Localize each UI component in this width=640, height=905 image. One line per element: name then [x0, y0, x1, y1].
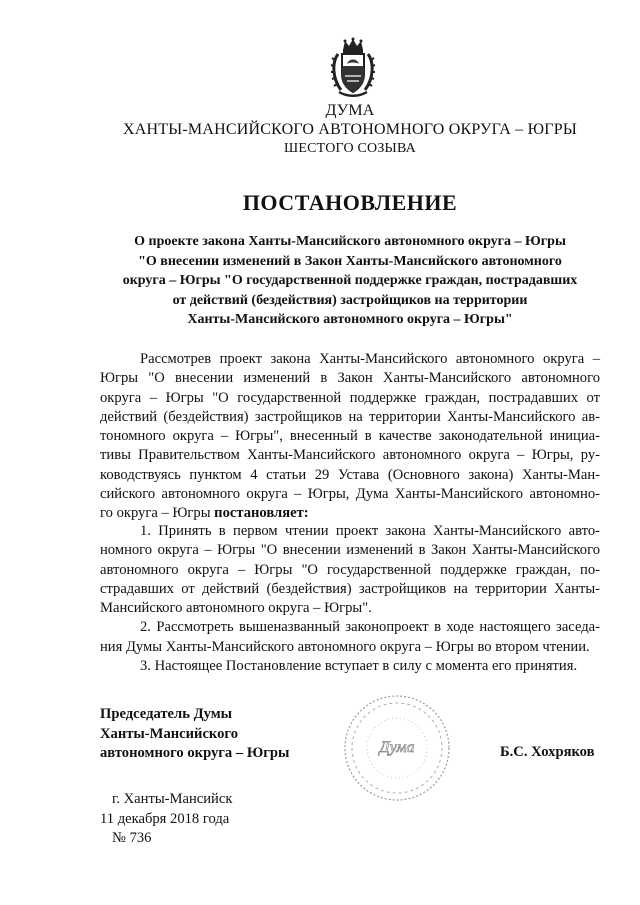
signatory-name: Б.С. Хохряков: [500, 744, 595, 760]
preamble-line: округа – Югры "О государственной поддержке граждан, пострадавших от: [100, 389, 600, 406]
document-number: № 736: [112, 830, 152, 846]
official-stamp: [338, 692, 456, 804]
preamble-line: Рассмотрев проект закона Ханты-Мансийского автономного округа –: [140, 351, 600, 367]
document-place: г. Ханты-Мансийск: [112, 791, 233, 807]
document-title-line: "О внесении изменений в Закон Ханты-Мансийского автономного: [138, 253, 562, 269]
item-line: 2. Рассмотреть вышеназванный законопроект в ходе настоящего заседа-: [140, 619, 600, 636]
org-name-region: ХАНТЫ-МАНСИЙСКОГО АВТОНОМНОГО ОКРУГА – ЮГРЫ: [123, 121, 577, 138]
org-convocation: ШЕСТОГО СОЗЫВА: [284, 141, 416, 156]
document-title-line: от действий (бездействия) застройщиков на территории: [172, 292, 528, 308]
decree-word: постановляет:: [214, 505, 309, 522]
preamble-line: го округа – Югры: [100, 505, 211, 522]
preamble-paragraph: [100, 350, 600, 524]
item-line: страдавших от действий (бездействия) застройщиков на территории Ханты-: [100, 580, 600, 597]
place-and-date: [100, 790, 232, 849]
signatory-position: [100, 705, 289, 764]
item-line: 3. Настоящее Постановление вступает в силу с момента его принятия.: [140, 658, 578, 675]
org-name-duma: ДУМА: [325, 102, 375, 119]
stamp-text: Дума: [379, 739, 415, 756]
document-type: ПОСТАНОВЛЕНИЕ: [242, 190, 458, 215]
preamble-line: тивы Правительством Ханты-Мансийского автономного округа – Югры, ру-: [100, 447, 600, 464]
preamble-line: Югры "О внесении изменений в Закон Ханты-Мансийского автономного: [100, 370, 600, 387]
preamble-line: ководствуясь пунктом 4 статьи 29 Устава (Основного закона) Ханты-Ман-: [100, 466, 600, 483]
signatory-position-line: Председатель Думы: [100, 706, 233, 722]
item-line: ния Думы Ханты-Мансийского автономного округа – Югры во втором чтении.: [100, 638, 590, 655]
preamble-line: сийского автономного округа – Югры, Дума Ханты-Мансийского автономно-: [100, 486, 600, 503]
item-line: Мансийского автономного округа – Югры".: [100, 600, 372, 617]
preamble-line: действий (бездействия) застройщиков на территории Ханты-Мансийского ав-: [100, 408, 600, 425]
preamble-line: тономного округа – Югры", внесенный в качестве законодательной инициа-: [100, 428, 600, 445]
document-title-line: округа – Югры "О государственной поддержке граждан, пострадавших: [122, 273, 578, 288]
decree-items: [100, 522, 600, 676]
document-title: [100, 232, 600, 330]
item-line: автономного округа – Югры "О государственной поддержке граждан, по-: [100, 561, 600, 578]
coat-of-arms-icon: [329, 36, 377, 98]
document-date: 11 декабря 2018 года: [100, 810, 230, 827]
signatory-position-line: автономного округа – Югры: [100, 745, 290, 761]
item-line: номного округа – Югры "О внесении изменений в Закон Ханты-Мансийского: [100, 542, 600, 559]
signatory-position-line: Ханты-Мансийского: [100, 725, 238, 742]
item-line: 1. Принять в первом чтении проект закона Ханты-Мансийского авто-: [140, 523, 600, 539]
preamble-last-line: [100, 504, 600, 523]
document-title-line: Ханты-Мансийского автономного округа – Югры": [187, 312, 513, 327]
document-title-line: О проекте закона Ханты-Мансийского автономного округа – Югры: [134, 234, 566, 249]
